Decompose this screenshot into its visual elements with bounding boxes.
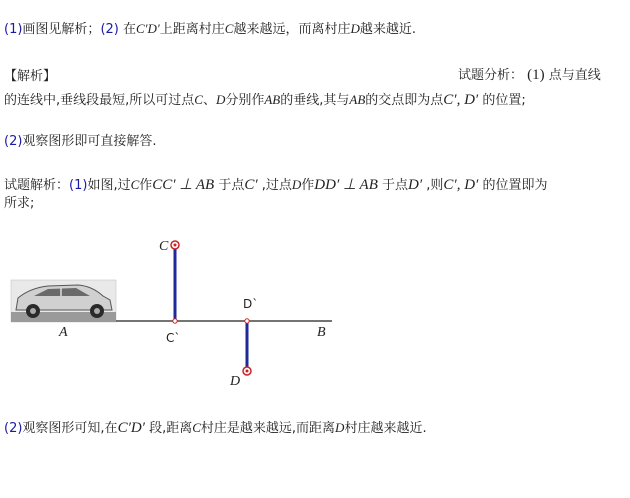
analysis-points: C′, D′ bbox=[443, 92, 479, 108]
answer-point-c: C bbox=[224, 21, 234, 36]
answer-line bbox=[4, 20, 416, 39]
answer-part2-label: (2) bbox=[100, 22, 119, 37]
conclusion-point-c: C bbox=[192, 420, 201, 435]
label-d1: D` bbox=[243, 297, 259, 311]
solution-text-5: 作 bbox=[301, 178, 315, 193]
solution-text-2: 作 bbox=[139, 178, 153, 193]
analysis-line-ab-2: AB bbox=[349, 92, 366, 107]
solution-text-3: 于点 bbox=[214, 178, 245, 193]
solution-label: 试题解析： bbox=[4, 178, 70, 193]
analysis-right bbox=[458, 66, 601, 85]
answer-point-d: D bbox=[350, 21, 360, 36]
analysis-text-3: 的垂线,其与 bbox=[280, 93, 350, 108]
solution-point-d1: D′ bbox=[408, 177, 423, 193]
solution-perp-dd: DD′ ⊥ AB bbox=[314, 177, 378, 193]
solution-point-d: D bbox=[291, 177, 302, 192]
answer-text: 上距离村庄 bbox=[159, 22, 225, 37]
analysis-point-c: C bbox=[194, 92, 203, 107]
solution-point-c1: C′ bbox=[244, 177, 258, 193]
answer-part1-text: 画图见解析； bbox=[22, 22, 101, 37]
answer-text-3: 越来越近. bbox=[359, 22, 416, 37]
answer-segment: C′D′ bbox=[136, 21, 160, 36]
analysis-num: (1) bbox=[527, 67, 545, 83]
solution-text-8: 的位置即为 bbox=[478, 178, 548, 193]
conclusion-segment: C′D′ bbox=[117, 420, 145, 436]
figure bbox=[0, 230, 630, 400]
analysis-text-2: 分别作 bbox=[225, 93, 265, 108]
analysis-part2-text: 观察图形即可直接解答. bbox=[22, 134, 157, 149]
solution-line-1 bbox=[4, 176, 547, 195]
analysis-sep: 、 bbox=[202, 93, 216, 108]
solution-text-4: ,过点 bbox=[257, 178, 292, 193]
conclusion-text-3: 村庄是越来越远,而距离 bbox=[200, 421, 336, 436]
point-d bbox=[243, 367, 251, 375]
analysis-text: 的连线中,垂线段最短,所以可过点 bbox=[4, 93, 195, 108]
analysis-tail: 点与直线 bbox=[548, 68, 601, 83]
conclusion-text: 观察图形可知,在 bbox=[22, 421, 118, 436]
answer-part2-text: 在 bbox=[118, 22, 136, 37]
analysis-text-5: 的位置; bbox=[478, 93, 526, 108]
analysis-line-ab: AB bbox=[264, 92, 281, 107]
solution-points: C′, D′ bbox=[443, 177, 479, 193]
solution-line-2: 所求; bbox=[4, 196, 35, 211]
analysis-part2-label: (2) bbox=[4, 134, 23, 149]
analysis-text-4: 的交点即为点 bbox=[365, 93, 444, 108]
label-c1: C` bbox=[166, 331, 181, 345]
solution-text: 如图,过 bbox=[87, 178, 131, 193]
label-d: D bbox=[230, 374, 241, 389]
point-d1 bbox=[245, 319, 249, 323]
conclusion-label: (2) bbox=[4, 421, 23, 436]
analysis-point-d: D bbox=[215, 92, 226, 107]
answer-part1-label: (1) bbox=[4, 22, 23, 37]
answer-text-2: 越来越远，而离村庄 bbox=[233, 22, 351, 37]
point-c1 bbox=[173, 319, 177, 323]
label-c: C bbox=[159, 239, 169, 254]
analysis-label: 试题分析： bbox=[458, 68, 524, 83]
conclusion-line bbox=[4, 419, 427, 438]
analysis-part2 bbox=[4, 133, 157, 151]
solution-text-6: 于点 bbox=[377, 178, 409, 193]
conclusion-text-2: 段,距离 bbox=[144, 421, 193, 436]
solution-perp-cc: CC′ ⊥ AB bbox=[152, 177, 215, 193]
conclusion-point-d: D bbox=[335, 420, 345, 435]
solution-point-c: C bbox=[130, 177, 140, 192]
label-b: B bbox=[317, 325, 326, 340]
analysis-heading: 【解析】 bbox=[4, 69, 57, 84]
car-image bbox=[11, 280, 116, 322]
analysis-line-2 bbox=[4, 91, 526, 110]
point-c bbox=[171, 241, 179, 249]
solution-text-7: ,则 bbox=[422, 178, 444, 193]
label-a: A bbox=[59, 325, 68, 340]
solution-part1-label: (1) bbox=[69, 178, 88, 193]
conclusion-text-4: 村庄越来越近. bbox=[344, 421, 427, 436]
